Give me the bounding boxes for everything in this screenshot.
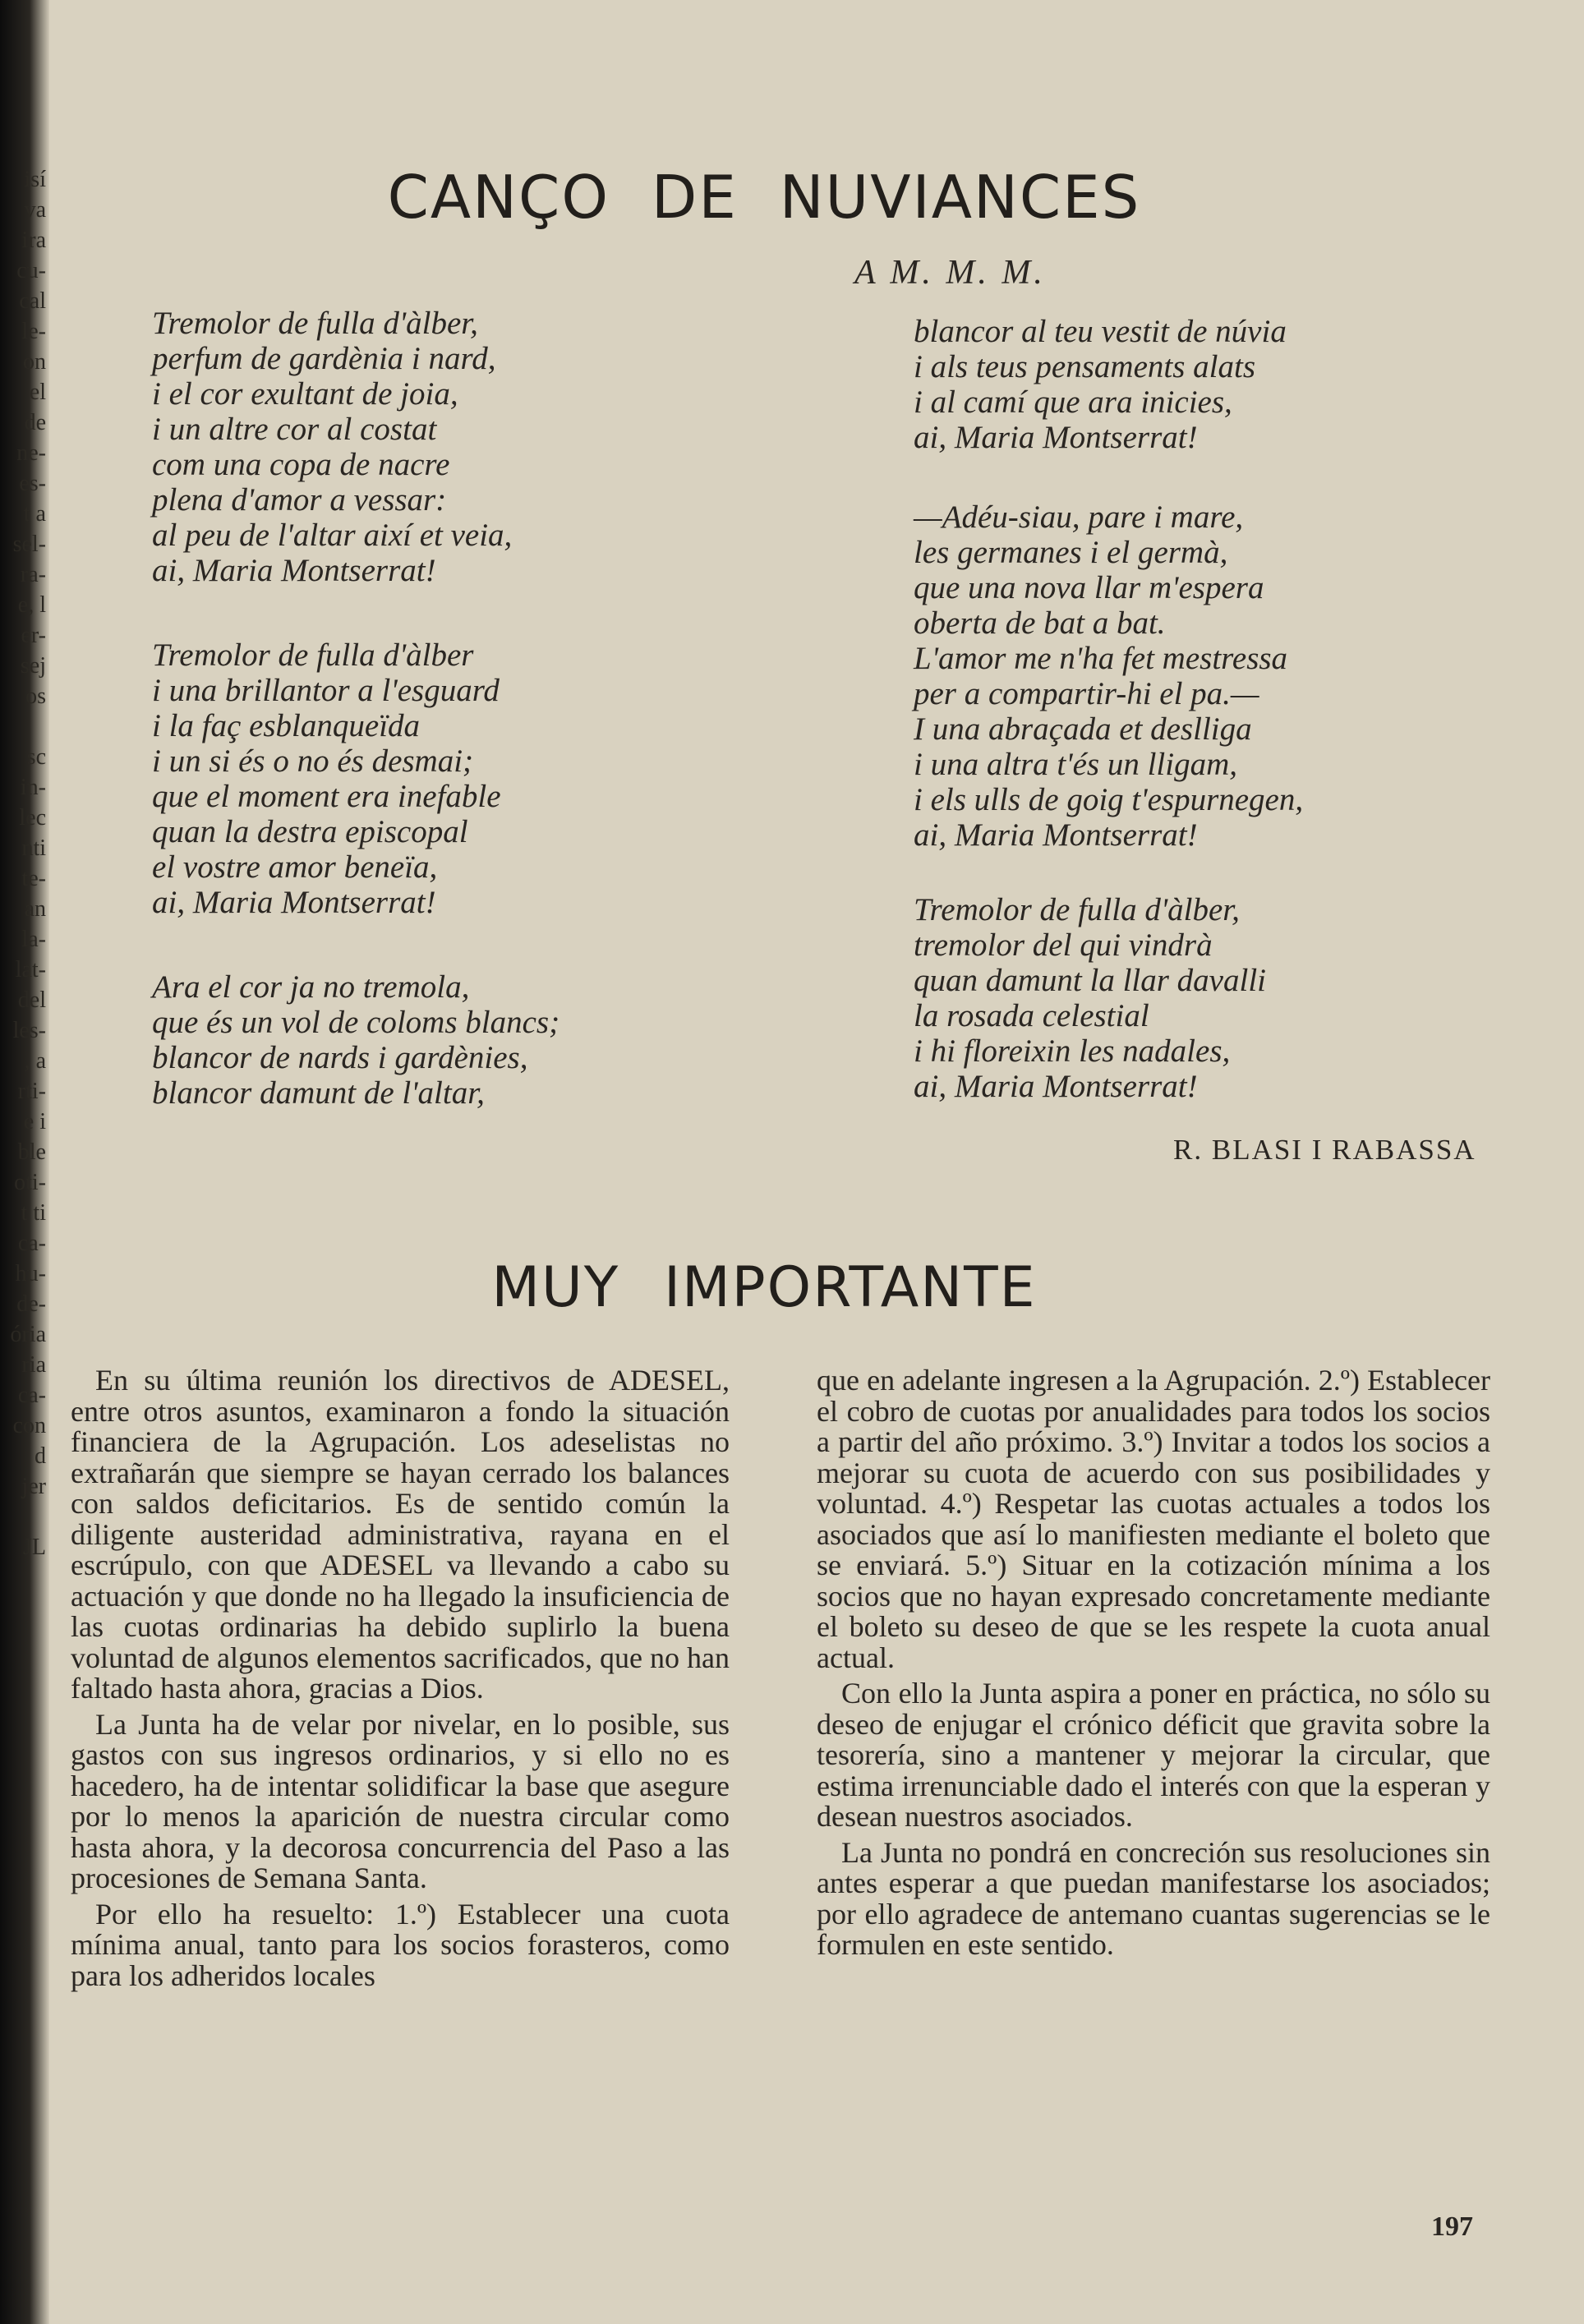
- spine-fragment: de: [24, 410, 46, 435]
- article-paragraph: que en adelante ingresen a la Agrupación. 2.º) Establecer el cobro de cuotas por anualidades para todos los socios a partir del año próximo. 3.º) Invitar a todos los socios a mejorar su cuota de acuerdo con sus posibilidades y voluntad. 4.º) Respetar las cuotas actuales a todos los asociados que así lo manifiesten mediante el boleto que se enviará. 5.º) Situar en la cotización mínima a los socios que no hayan expresado concretamente mediante el boleto su deseo de que se les respete la cuota anual actual.: [817, 1364, 1490, 1674]
- poem-line: el vostre amor beneïa,: [152, 849, 438, 885]
- poem-line: i als teus pensaments alats: [914, 349, 1255, 384]
- poem-line: i una brillantor a l'esguard: [152, 673, 500, 708]
- poem-line: perfum de gardènia i nard,: [152, 341, 496, 376]
- spine-fragment: sc: [26, 744, 46, 770]
- poem-line: oberta de bat a bat.: [914, 605, 1166, 641]
- article-paragraph: Con ello la Junta aspira a poner en práctica, no sólo su deseo de enjugar el crónico déficit que gravita sobre la tesorería, sino a mantener y mejorar la circular, que estima irrenunciable dado el interés con que la esperan y desean nuestros asociados.: [817, 1677, 1490, 1833]
- poem-line: que és un vol de coloms blancs;: [152, 1005, 560, 1040]
- poem-line: plena d'amor a vessar:: [152, 482, 447, 518]
- spine-fragment: in-: [20, 775, 46, 800]
- book-spine-edge: [0, 0, 49, 2324]
- spine-fragment: del: [17, 987, 46, 1013]
- spine-fragment: es-: [19, 471, 46, 496]
- poem-stanza: [152, 969, 559, 1111]
- poem-line: blancor al teu vestit de núvia: [914, 314, 1287, 349]
- spine-fragment: JL: [23, 1535, 46, 1560]
- poem-line: al peu de l'altar així et veia,: [152, 518, 513, 553]
- spine-fragment: el: [29, 380, 46, 405]
- poem-line: i un altre cor al costat: [152, 412, 437, 447]
- poem-line: i hi floreixin les nadales,: [914, 1033, 1231, 1069]
- spine-fragment: ca-: [17, 1383, 46, 1408]
- poem-line: blancor de nards i gardènies,: [152, 1040, 528, 1075]
- spine-fragment: on: [23, 349, 46, 375]
- spine-fragment: oti-: [14, 1170, 46, 1195]
- article-title: MUY IMPORTANTE: [491, 1255, 1037, 1320]
- spine-fragment: ria: [21, 1352, 46, 1378]
- spine-fragment: , a: [24, 1048, 46, 1074]
- spine-fragment: d: [35, 1443, 46, 1469]
- spine-fragment: an: [24, 896, 46, 922]
- poem-line: i un si és o no és desmai;: [152, 743, 474, 779]
- spine-fragment: t ti: [21, 1200, 46, 1226]
- spine-fragment: [0, 1502, 49, 1532]
- spine-fragment: hu-: [15, 1261, 46, 1286]
- poem-line: i una altra t'és un lligam,: [914, 747, 1238, 782]
- article-paragraph: La Junta ha de velar por nivelar, en lo posible, sus gastos con sus ingresos ordinarios, y si ello no es hacedero, ha de intentar solidificar la base que asegure por lo menos la aparición de nuestra circular como hasta ahora, y la decorosa concurrencia del Paso a las procesiones de Semana Santa.: [71, 1707, 730, 1894]
- poem-line: ai, Maria Montserrat!: [914, 420, 1198, 455]
- poem-line: Ara el cor ja no tremola,: [152, 969, 470, 1005]
- poem-line: i els ulls de goig t'espurnegen,: [914, 782, 1304, 817]
- spine-fragment: de-: [16, 1291, 46, 1317]
- spine-fragment: sel-: [12, 532, 46, 557]
- article-paragraph: La Junta no pondrá en concreción sus resoluciones sin antes esperar a que puedan manifestarse los asociados; por ello agradece de antemano cuantas sugerencias se le formulen en este sentido.: [817, 1835, 1490, 1961]
- spine-fragment: ória: [10, 1322, 46, 1347]
- poem-stanza: [152, 306, 512, 588]
- poem-author-signature: R. BLASI I RABASSA: [1173, 1134, 1476, 1166]
- poem-line: blancor damunt de l'altar,: [152, 1075, 485, 1111]
- spine-fragment: e, l: [17, 592, 46, 618]
- poem-line: les germanes i el germà,: [914, 535, 1228, 570]
- spine-fragment: ne-: [16, 440, 46, 466]
- poem-stanza: [914, 892, 1266, 1104]
- poem-line: I una abraçada et deslliga: [914, 711, 1252, 747]
- spine-fragment: ca-: [17, 1231, 46, 1256]
- spine-fragment: ira: [21, 228, 46, 253]
- spine-fragment: cu-: [16, 258, 46, 283]
- article-column-left: [71, 1365, 730, 1996]
- spine-fragment: jer: [21, 1474, 46, 1499]
- poem-line: i la faç esblanqueïda: [152, 708, 421, 743]
- spine-fragment: ra-: [20, 562, 46, 587]
- poem-line: ai, Maria Montserrat!: [914, 1069, 1198, 1104]
- poem-line: tremolor del qui vindrà: [914, 927, 1213, 963]
- spine-fragment: va: [24, 197, 46, 223]
- poem-line: i al camí que ara inicies,: [914, 384, 1232, 420]
- poem-line: la rosada celestial: [914, 998, 1149, 1033]
- spine-fragment: lec: [19, 805, 46, 831]
- poem-stanza: [914, 314, 1287, 455]
- poem-line: Tremolor de fulla d'àlber: [152, 637, 474, 673]
- poem-line: L'amor me n'ha fet mestressa: [914, 641, 1288, 676]
- poem-line: que una nova llar m'espera: [914, 570, 1264, 605]
- poem-dedication: A M. M. M.: [854, 254, 1046, 292]
- spine-fragment: lat-: [15, 957, 46, 983]
- spine-fragment: ble: [17, 1139, 46, 1165]
- poem-stanza: [152, 637, 501, 920]
- spine-fragment: sej: [20, 653, 46, 679]
- spine-fragment: er-: [21, 623, 46, 648]
- poem-title: CANÇO DE NUVIANCES: [387, 163, 1141, 232]
- spine-fragment: t a: [23, 501, 46, 527]
- spine-fragment: les-: [12, 1018, 46, 1043]
- spine-fragment: [0, 711, 49, 742]
- poem-line: que el moment era inefable: [152, 779, 501, 814]
- poem-line: com una copa de nacre: [152, 447, 450, 482]
- spine-fragment: le-: [21, 319, 46, 344]
- spine-fragment: rti-: [17, 1079, 46, 1104]
- spine-fragment: os: [25, 683, 46, 709]
- spine-fragment: nti: [21, 835, 46, 861]
- spine-fragment: e i: [23, 1109, 46, 1134]
- facing-page-fragments: [0, 164, 49, 1562]
- poem-line: per a compartir-hi el pa.—: [914, 676, 1259, 711]
- poem-line: Tremolor de fulla d'àlber,: [152, 306, 478, 341]
- poem-line: i el cor exultant de joia,: [152, 376, 458, 412]
- spine-fragment: la-: [21, 927, 46, 952]
- poem-line: ai, Maria Montserrat!: [914, 817, 1198, 853]
- article-paragraph: Por ello ha resuelto: 1.º) Establecer una cuota mínima anual, tanto para los socios forasteros, como para los adheridos locales: [71, 1897, 730, 1992]
- poem-line: quan la destra episcopal: [152, 814, 468, 849]
- spine-fragment: con: [12, 1413, 46, 1438]
- article-column-right: [817, 1365, 1490, 1966]
- page-number: 197: [1431, 2211, 1473, 2242]
- poem-stanza: [914, 499, 1303, 853]
- article-paragraph: En su última reunión los directivos de ADESEL, entre otros asuntos, examinaron a fondo la situación financiera de la Agrupación. Los adeselistas no extrañarán que siempre se hayan cerrado los balances con saldos deficitarios. Es de sentido común la diligente austeridad administrativa, rayana en el escrúpulo, con que ADESEL va llevando a cabo su actuación y que donde no ha llegado la insuficiencia de las cuotas ordinarias ha debido suplirlo la buena voluntad de algunos elementos sacrificados, que no han faltado hasta ahora, gracias a Dios.: [71, 1364, 730, 1705]
- poem-line: ai, Maria Montserrat!: [152, 553, 436, 588]
- poem-line: quan damunt la llar davalli: [914, 963, 1266, 998]
- poem-line: Tremolor de fulla d'àlber,: [914, 892, 1240, 927]
- spine-fragment: te-: [21, 866, 46, 891]
- spine-fragment: cal: [19, 288, 46, 314]
- poem-line: ai, Maria Montserrat!: [152, 885, 436, 920]
- spine-fragment: isí: [24, 167, 46, 192]
- poem-line: —Adéu-siau, pare i mare,: [914, 499, 1244, 535]
